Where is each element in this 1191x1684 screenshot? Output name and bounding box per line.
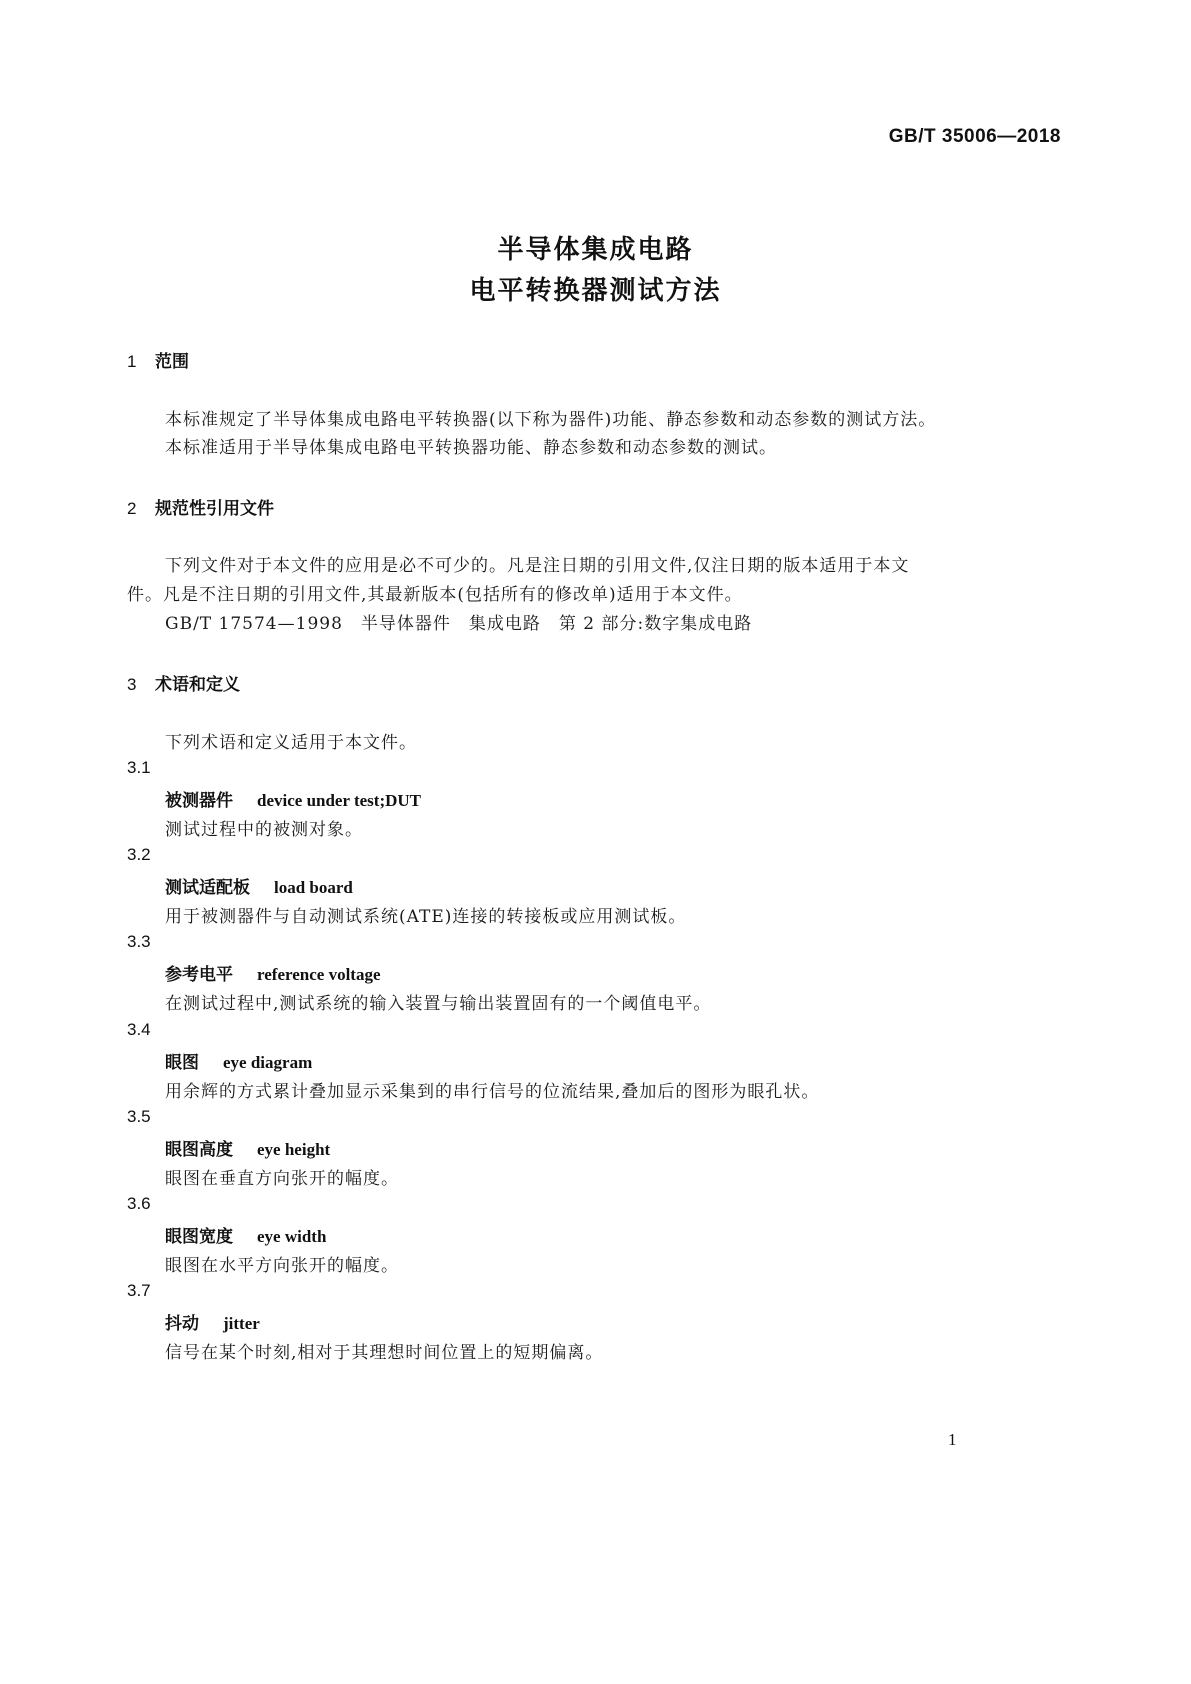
- page-number: 1: [948, 1430, 957, 1449]
- term-chinese: 眼图: [165, 1053, 199, 1073]
- term-definition: 用于被测器件与自动测试系统(ATE)连接的转接板或应用测试板。: [165, 907, 687, 927]
- term-english: jitter: [223, 1314, 260, 1333]
- section-number: 1: [127, 352, 137, 371]
- term-number: 3.6: [127, 1194, 151, 1213]
- normative-ref-paragraph-line-1: 下列文件对于本文件的应用是必不可少的。凡是注日期的引用文件,仅注日期的版本适用于本文: [165, 556, 910, 576]
- term-number: 3.5: [127, 1107, 151, 1126]
- term-heading: [165, 786, 421, 811]
- term-number: 3.3: [127, 932, 151, 951]
- term-definition: 眼图在垂直方向张开的幅度。: [165, 1169, 399, 1189]
- document-title-line-1: 半导体集成电路: [497, 235, 694, 265]
- section-title: 规范性引用文件: [155, 499, 274, 519]
- term-chinese: 眼图高度: [165, 1140, 233, 1160]
- term-chinese: 参考电平: [165, 965, 233, 985]
- section-title: 范围: [155, 352, 189, 372]
- reference-title-part-1: 半导体器件: [360, 614, 451, 634]
- term-definition: 信号在某个时刻,相对于其理想时间位置上的短期偏离。: [165, 1343, 604, 1363]
- term-number: 3.1: [127, 758, 151, 777]
- standard-code: GB/T 35006—2018: [888, 126, 1061, 147]
- term-definition: 在测试过程中,测试系统的输入装置与输出装置固有的一个阈值电平。: [165, 994, 712, 1014]
- term-english: reference voltage: [257, 965, 381, 984]
- section-3-heading: [127, 670, 240, 695]
- term-number: 3.2: [127, 845, 151, 864]
- term-chinese: 抖动: [165, 1314, 199, 1334]
- term-definition: 测试过程中的被测对象。: [165, 820, 363, 840]
- term-english: device under test;DUT: [257, 791, 421, 810]
- term-english: eye width: [257, 1227, 327, 1246]
- section-1-heading: [127, 347, 189, 372]
- section-title: 术语和定义: [155, 675, 240, 695]
- term-definition: 眼图在水平方向张开的幅度。: [165, 1256, 399, 1276]
- term-heading: [165, 1309, 260, 1334]
- term-number: 3.7: [127, 1281, 151, 1300]
- scope-paragraph-2: 本标准适用于半导体集成电路电平转换器功能、静态参数和动态参数的测试。: [165, 438, 777, 458]
- term-english: eye diagram: [223, 1053, 313, 1072]
- section-number: 3: [127, 675, 137, 694]
- term-chinese: 眼图宽度: [165, 1227, 233, 1247]
- term-heading: [165, 960, 381, 985]
- normative-reference-item: [165, 609, 752, 634]
- term-english: eye height: [257, 1140, 331, 1159]
- term-chinese: 被测器件: [165, 791, 233, 811]
- reference-title-part-3: 第 2 部分:数字集成电路: [558, 614, 753, 634]
- term-chinese: 测试适配板: [165, 878, 250, 898]
- section-2-heading: [127, 494, 274, 519]
- reference-code: GB/T 17574—1998: [165, 614, 343, 634]
- reference-title-part-2: 集成电路: [468, 614, 541, 634]
- normative-ref-paragraph-line-2: 件。凡是不注日期的引用文件,其最新版本(包括所有的修改单)适用于本文件。: [127, 585, 743, 605]
- document-title-line-2: 电平转换器测试方法: [469, 276, 722, 306]
- term-definition: 用余辉的方式累计叠加显示采集到的串行信号的位流结果,叠加后的图形为眼孔状。: [165, 1082, 820, 1102]
- term-heading: [165, 1222, 326, 1247]
- term-heading: [165, 1135, 330, 1160]
- scope-paragraph-1: 本标准规定了半导体集成电路电平转换器(以下称为器件)功能、静态参数和动态参数的测试方法。: [165, 410, 937, 430]
- section-number: 2: [127, 499, 137, 518]
- term-number: 3.4: [127, 1020, 151, 1039]
- terms-intro: 下列术语和定义适用于本文件。: [165, 733, 417, 753]
- term-heading: [165, 1048, 312, 1073]
- term-heading: [165, 873, 353, 898]
- term-english: load board: [274, 878, 353, 897]
